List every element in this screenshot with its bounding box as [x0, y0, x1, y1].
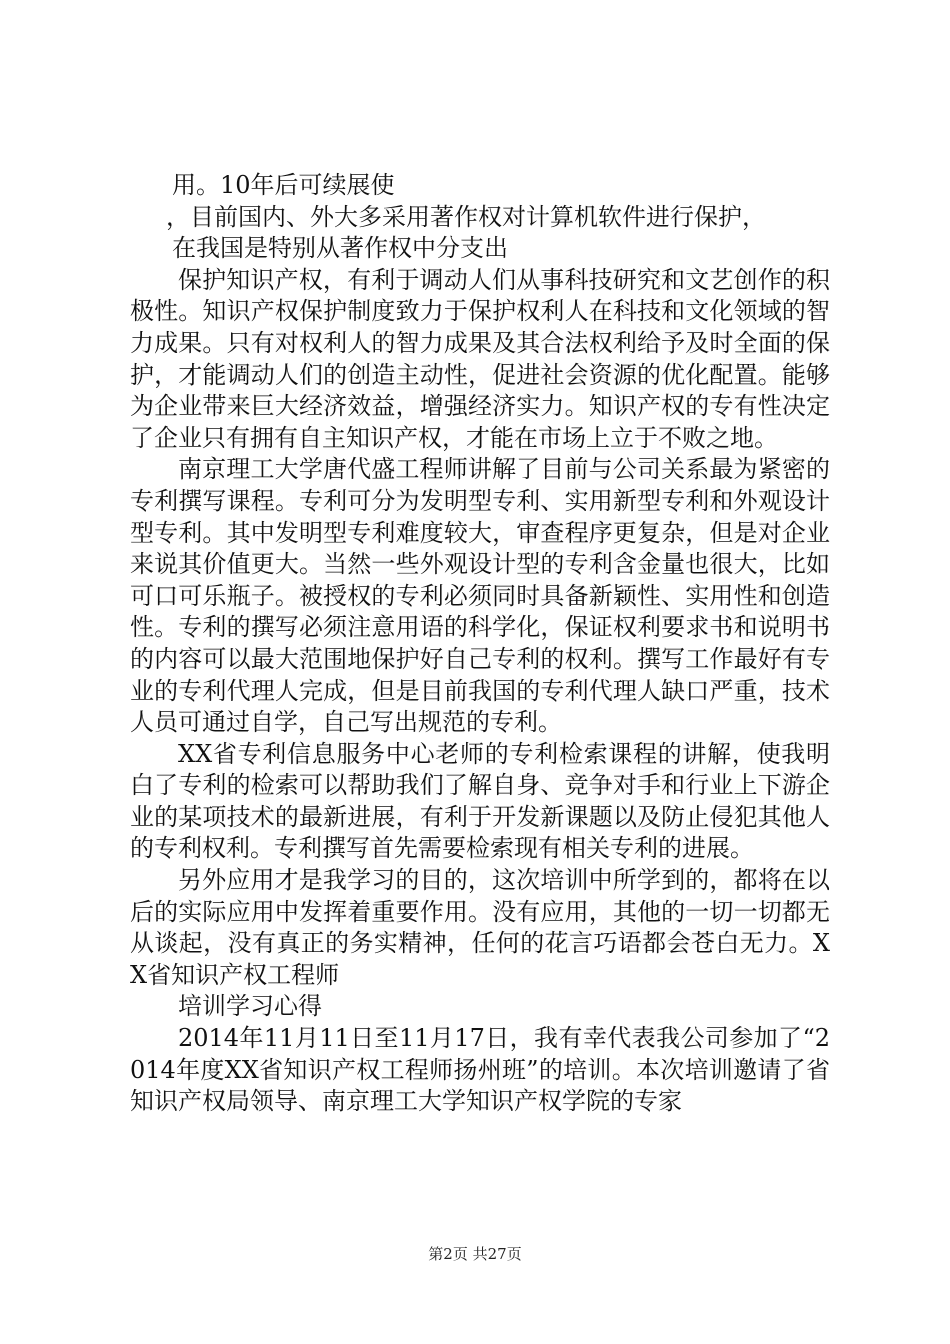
- document-body: [130, 170, 830, 1118]
- paragraph-ip-protection: 保护知识产权，有利于调动人们从事科技研究和文艺创作的积极性。知识产权保护制度致力于保护权利人在科技和文化领域的智力成果。只有对权利人的智力成果及其合法权利给予及时全面的保护，才能调动人们的创造主动性，促进社会资源的优化配置。能够为企业带来巨大经济效益，增强经济实力。知识产权的专有性决定了企业只有拥有自主知识产权，才能在市场上立于不败之地。: [130, 265, 830, 452]
- paragraph-patent-search: XX省专利信息服务中心老师的专利检索课程的讲解，使我明白了专利的检索可以帮助我们了解自身、竞争对手和行业上下游企业的某项技术的最新进展，有利于开发新课题以及防止侵犯其他人的专利权利。专利撰写首先需要检索现有相关专利的进展。: [130, 739, 830, 863]
- section-heading: 培训学习心得: [178, 992, 322, 1021]
- paragraph-application: 另外应用才是我学习的目的，这次培训中所学到的，都将在以后的实际应用中发挥着重要作用。没有应用，其他的一切一切都无从谈起，没有真正的务实精神，任何的花言巧语都会苍白无力。XX省知识产权工程师: [130, 866, 830, 989]
- paragraph-training-intro: 2014年11月11日至11月17日，我有幸代表我公司参加了“2014年度XX省知识产权工程师扬州班”的培训。本次培训邀请了省知识产权局领导、南京理工大学知识产权学院的专家: [130, 1024, 830, 1116]
- text-fragment-2: ，目前国内、外大多采用著作权对计算机软件进行保护，: [166, 202, 766, 231]
- paragraph-patent-writing: 南京理工大学唐代盛工程师讲解了目前与公司关系最为紧密的专利撰写课程。专利可分为发明型专利、实用新型专利和外观设计型专利。其中发明型专利难度较大，审查程序更复杂，但是对企业来说其价值更大。当然一些外观设计型的专利含金量也很大，比如可口可乐瓶子。被授权的专利必须同时具备新颖性、实用性和创造性。专利的撰写必须注意用语的科学化，保证权利要求书和说明书的内容可以最大范围地保护好自己专利的权利。撰写工作最好有专业的专利代理人完成，但是目前我国的专利代理人缺口严重，技术人员可通过自学，自己写出规范的专利。: [130, 455, 830, 737]
- page-number-footer: 第2页 共27页: [428, 1245, 522, 1263]
- text-fragment-3: 在我国是特别从著作权中分支出: [172, 234, 508, 263]
- text-fragment-1: 用。10年后可续展使: [172, 171, 395, 199]
